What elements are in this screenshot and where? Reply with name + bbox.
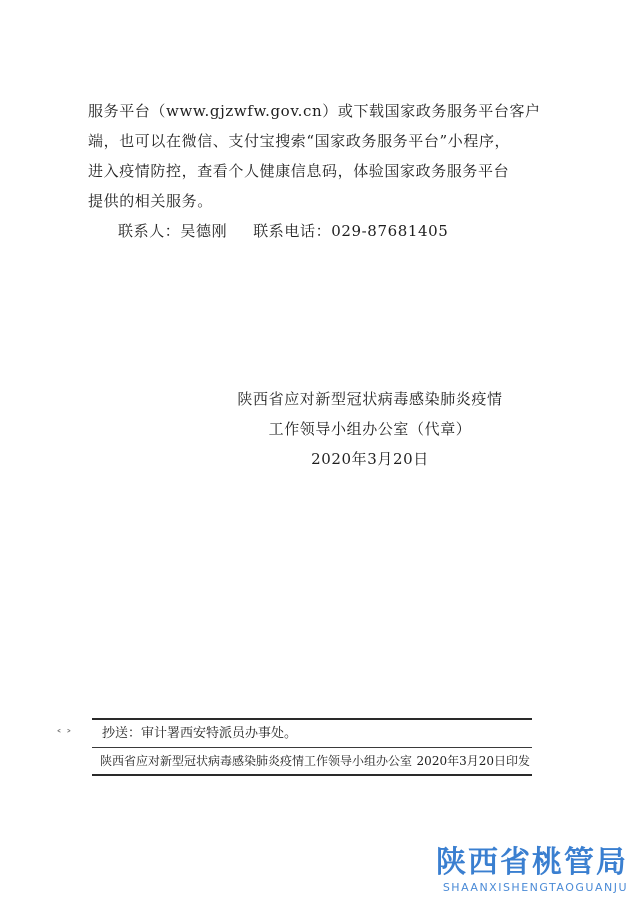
footer-print-date: 2020年3月20日印发 [416,754,530,768]
footer-rule-bottom [92,774,532,776]
contact-person: 联系人：吴德刚 [118,222,228,240]
contact-line [88,216,558,246]
watermark-subtitle: SHAANXISHENGTAOGUANJU [442,881,628,894]
body-text [88,96,558,246]
signature-date: 2020年3月20日 [311,450,429,468]
footer-issuer-row [92,752,532,770]
footer-rule-middle [92,747,532,748]
signature-org-line-1: 陕西省应对新型冠状病毒感染肺炎疫情 [237,390,503,408]
body-line-3: 进入疫情防控，查看个人健康信息码，体验国家政务服务平台 [88,162,510,180]
body-line-4: 提供的相关服务。 [88,192,213,210]
signature-org-line-2: 工作领导小组办公室（代章） [268,420,472,438]
contact-phone: 联系电话：029-87681405 [253,222,449,240]
footer-cc: 抄送：审计署西安特派员办事处。 [102,726,298,741]
footer-issuer: 陕西省应对新型冠状病毒感染肺炎疫情工作领导小组办公室 [100,754,413,768]
watermark-title: 陕西省桃管局 [436,845,628,880]
scan-speck: ˂ ˃ [56,728,72,742]
footer-rule-top [92,718,532,720]
watermark-logo [436,845,628,894]
body-line-2: 端，也可以在微信、支付宝搜索“国家政务服务平台”小程序， [88,132,511,150]
body-line-1: 服务平台（www.gjzwfw.gov.cn）或下载国家政务服务平台客户 [88,102,541,120]
signature-block [220,384,520,474]
